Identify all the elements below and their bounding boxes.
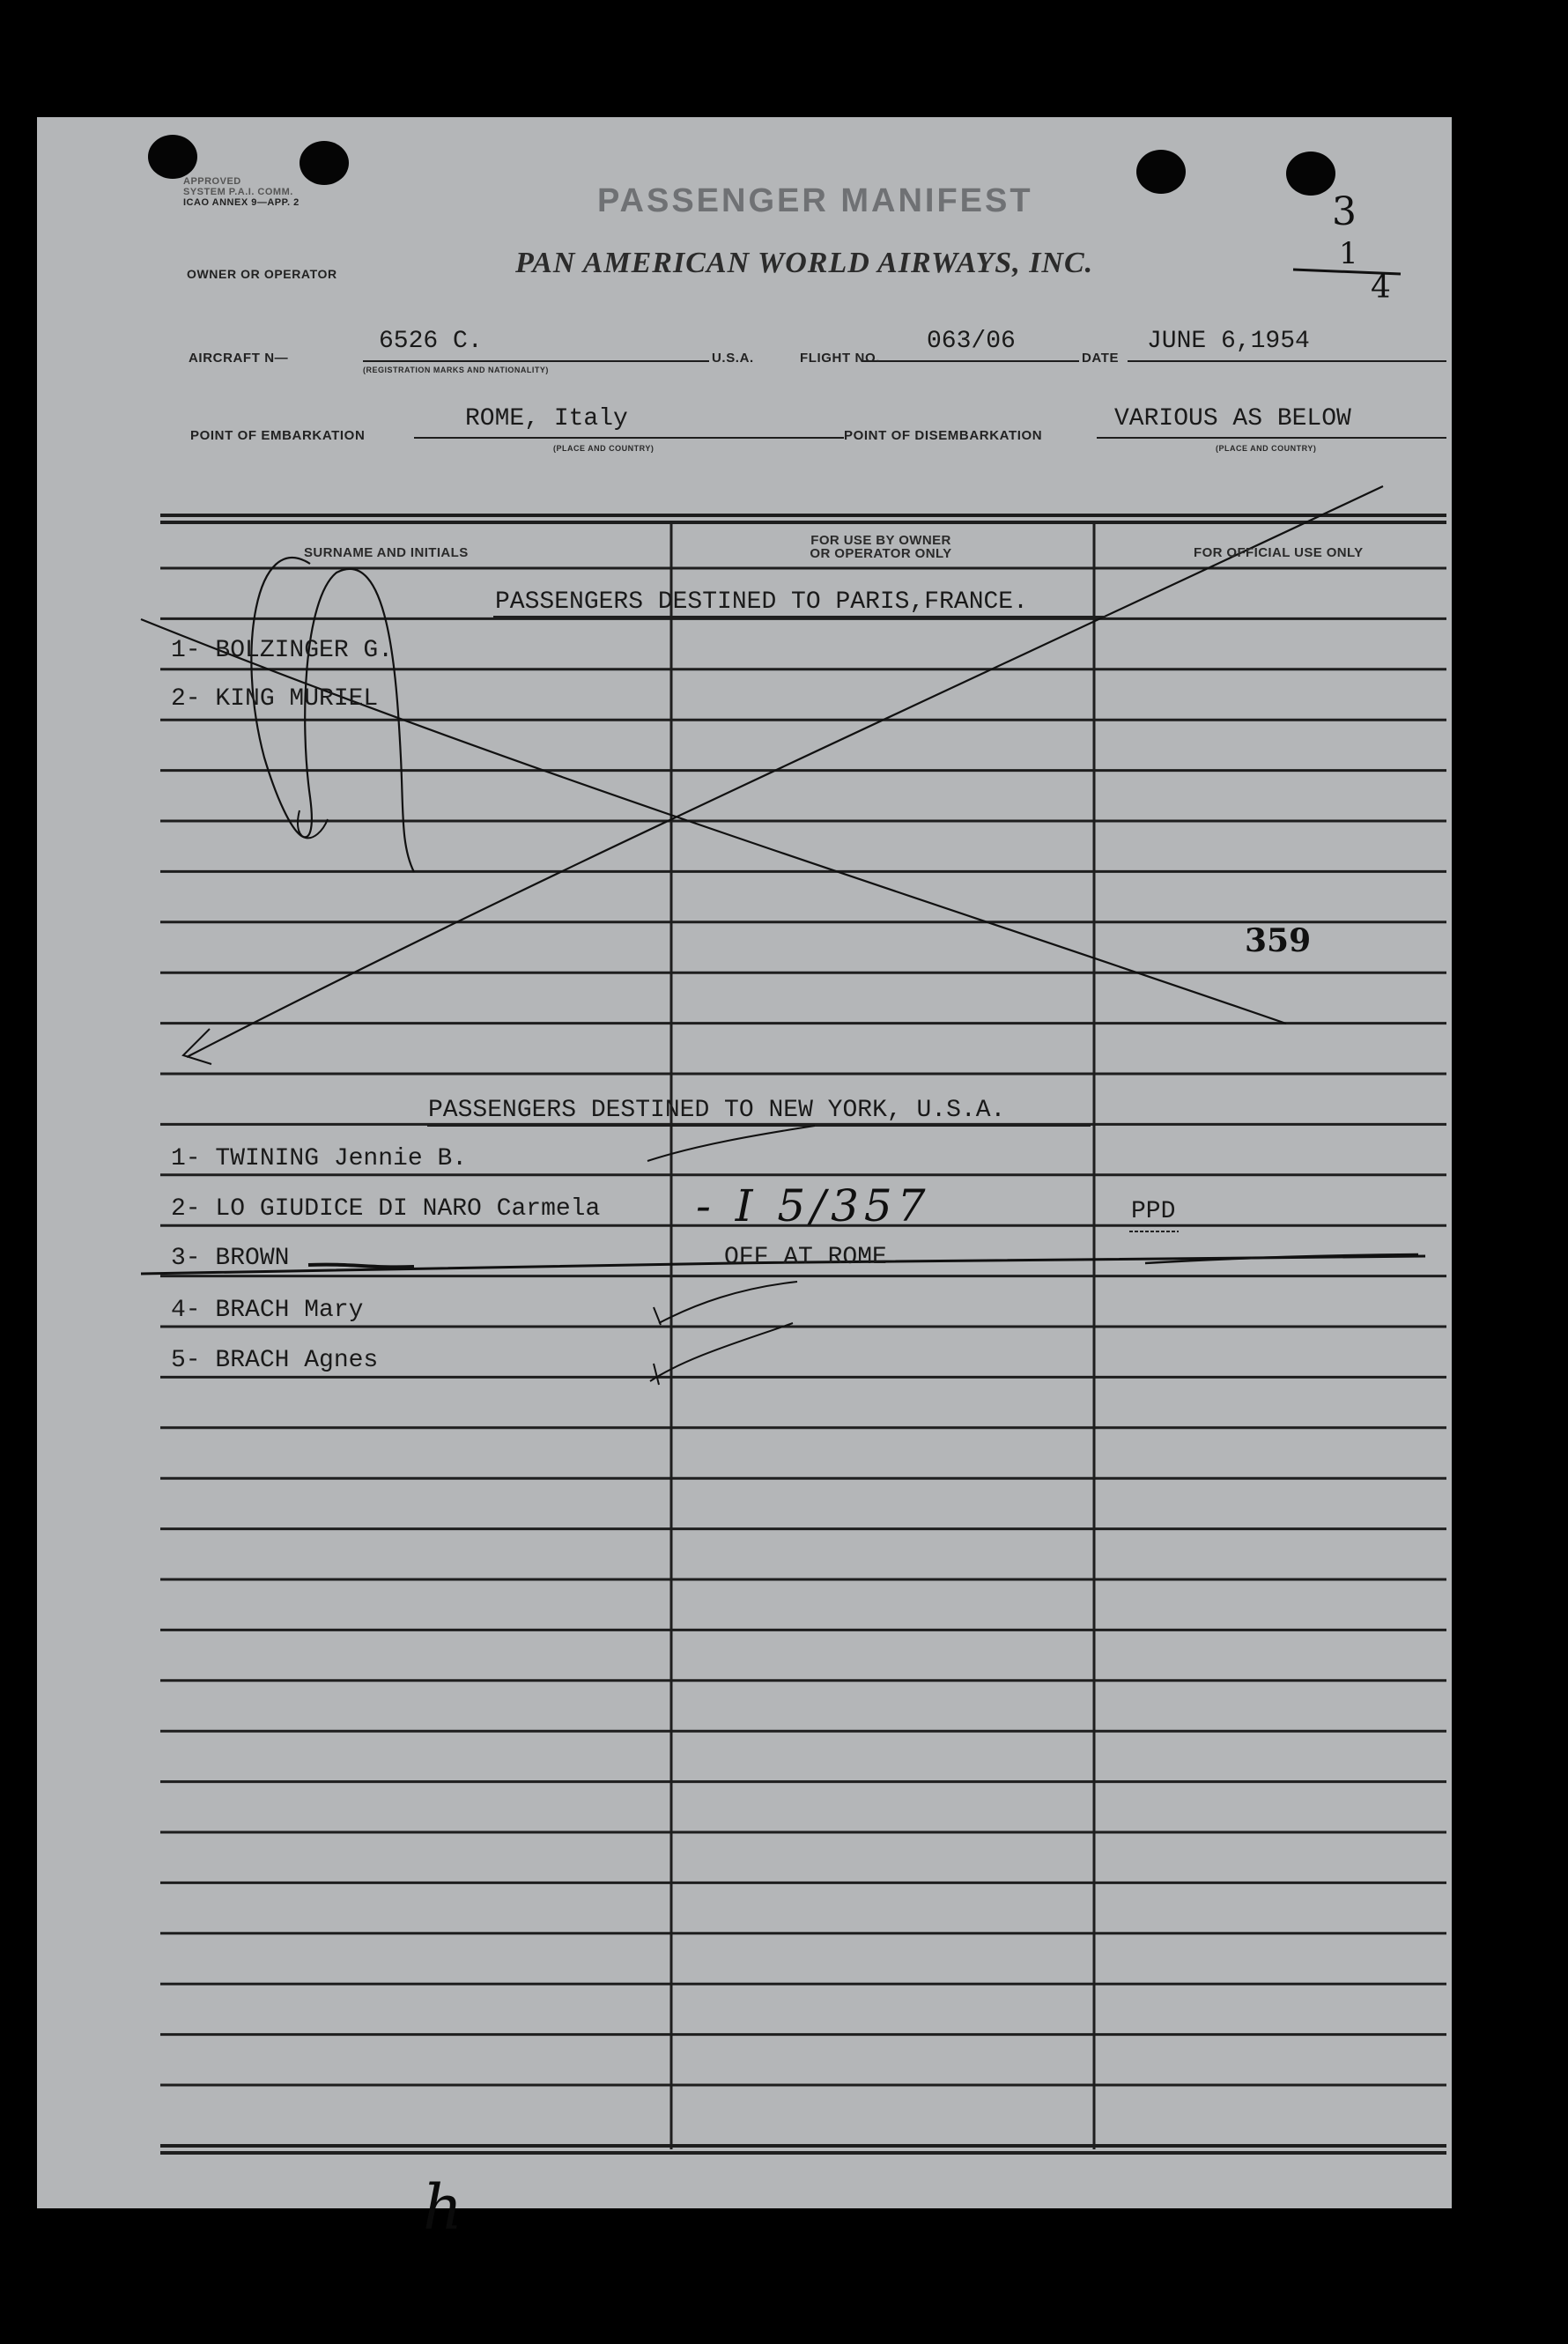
owner-label: OWNER OR OPERATOR: [187, 267, 337, 281]
handwritten-initial: h: [423, 2171, 463, 2244]
usa-label: U.S.A.: [712, 351, 754, 366]
row2-handwritten: - I 5/357: [696, 1180, 931, 1231]
col-owner-use-line2: OR OPERATOR ONLY: [810, 546, 952, 561]
paris-row-2: 2- KING MURIEL: [171, 685, 379, 713]
disembarkation-value: VARIOUS AS BELOW: [1114, 405, 1351, 433]
aircraft-value: 6526 C.: [379, 328, 483, 355]
date-label: DATE: [1082, 351, 1120, 366]
paris-row-1: 1- BOLZINGER G.: [171, 637, 394, 664]
paris-heading: PASSENGERS DESTINED TO PARIS,FRANCE.: [495, 588, 1028, 616]
row2-official: PPD: [1131, 1198, 1176, 1225]
stamp-line: SYSTEM P.A.I. COMM.: [183, 187, 293, 197]
page-mark-numerator: 1: [1339, 236, 1358, 271]
registration-caption: (REGISTRATION MARKS AND NATIONALITY): [363, 366, 549, 374]
newyork-row-2: 2- LO GIUDICE DI NARO Carmela: [171, 1195, 601, 1223]
newyork-row-5: 5- BRACH Agnes: [171, 1347, 379, 1374]
page-mark-denominator: 4: [1371, 270, 1391, 306]
newyork-row-4: 4- BRACH Mary: [171, 1297, 364, 1324]
flight-value: 063/06: [927, 328, 1016, 355]
col-official-use: FOR OFFICIAL USE ONLY: [1194, 545, 1364, 560]
stamp-line: ICAO ANNEX 9—APP. 2: [183, 197, 300, 208]
approved-stamp: [183, 176, 300, 208]
newyork-row-1: 1- TWINING Jennie B.: [171, 1145, 468, 1172]
flight-label: FLIGHT NO.: [800, 351, 880, 366]
col-owner-use-line1: FOR USE BY OWNER: [810, 533, 951, 548]
official-number: 359: [1245, 922, 1312, 959]
page-title: PASSENGER MANIFEST: [597, 182, 1033, 219]
disembarkation-label: POINT OF DISEMBARKATION: [844, 428, 1043, 443]
stamp-line: APPROVED: [183, 176, 241, 187]
embarkation-caption: (PLACE AND COUNTRY): [553, 444, 655, 453]
newyork-heading: PASSENGERS DESTINED TO NEW YORK, U.S.A.: [428, 1097, 1006, 1124]
airline-name: PAN AMERICAN WORLD AIRWAYS, INC.: [515, 247, 1094, 279]
col-surname: SURNAME AND INITIALS: [304, 545, 469, 560]
aircraft-label: AIRCRAFT N—: [189, 351, 289, 366]
newyork-row-3: 3- BROWN: [171, 1245, 290, 1272]
embarkation-label: POINT OF EMBARKATION: [190, 428, 366, 443]
col-owner-use: [705, 534, 1057, 560]
embarkation-value: ROME, Italy: [465, 405, 628, 433]
row3-note: OFF AT ROME: [724, 1244, 887, 1271]
disembarkation-caption: (PLACE AND COUNTRY): [1216, 444, 1317, 453]
page-mark-top: 3: [1332, 189, 1357, 234]
date-value: JUNE 6,1954: [1147, 328, 1310, 355]
